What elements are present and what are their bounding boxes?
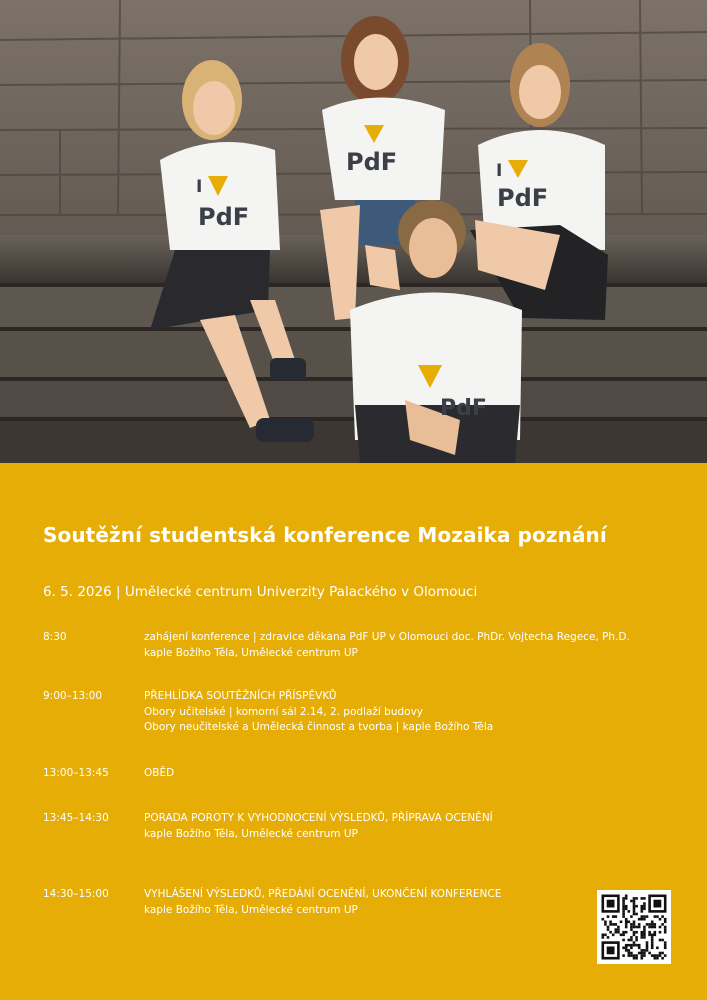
schedule-line: PORADA POROTY K VYHODNOCENÍ VÝSLEDKŮ, PŘÍPRAVA OCENĚNÍ — [144, 812, 493, 824]
schedule-time: 14:30–15:00 — [43, 888, 109, 900]
schedule-line: Obory učitelské | komorní sál 2.14, 2. podlaží budovy — [144, 705, 424, 718]
schedule-details — [144, 811, 493, 842]
schedule-line: zahájení konference | zdravice děkana PdF UP v Olomouci doc. PhDr. Vojtecha Regece, Ph.D. — [144, 631, 630, 643]
tshirt-prefix-1: I — [196, 177, 203, 197]
schedule-time: 13:45–14:30 — [43, 812, 109, 824]
schedule-line: kaple Božího Těla, Umělecké centrum UP — [144, 827, 358, 840]
schedule-line: kaple Božího Těla, Umělecké centrum UP — [144, 903, 358, 916]
schedule-line: OBĚD — [144, 767, 175, 779]
schedule-details — [144, 630, 630, 661]
schedule-line: PŘEHLÍDKA SOUTĚŽNÍCH PŘÍSPĚVKŮ — [144, 690, 337, 702]
schedule-line: Obory neučitelské a Umělecká činnost a tvorba | kaple Božího Těla — [144, 721, 494, 733]
students-on-steps-image — [0, 0, 707, 463]
schedule-time: 13:00–13:45 — [43, 767, 109, 779]
schedule-line: kaple Božího Těla, Umělecké centrum UP — [144, 646, 358, 659]
event-title: Soutěžní studentská konference Mozaika poznání — [43, 523, 607, 547]
tshirt-prefix-3: I — [496, 161, 503, 181]
header-photo — [0, 0, 707, 463]
schedule-time: 9:00–13:00 — [43, 690, 103, 702]
schedule-details — [144, 887, 501, 918]
tshirt-text-2: PdF — [346, 148, 398, 176]
qr-code-icon[interactable] — [597, 890, 671, 964]
tshirt-text-1: PdF — [198, 203, 250, 231]
schedule-details — [144, 689, 493, 736]
schedule-line: VYHLÁŠENÍ VÝSLEDKŮ, PŘEDÁNÍ OCENĚNÍ, UKONČENÍ KONFERENCE — [144, 888, 502, 900]
tshirt-text-4: PdF — [440, 396, 487, 421]
event-info-panel — [0, 463, 707, 1000]
qr-code-graphic — [597, 890, 671, 964]
tshirt-text-3: PdF — [497, 184, 549, 212]
schedule-time: 8:30 — [43, 631, 67, 643]
event-subtitle: 6. 5. 2026 | Umělecké centrum Univerzity Palackého v Olomouci — [43, 584, 478, 600]
schedule-details — [144, 766, 174, 782]
